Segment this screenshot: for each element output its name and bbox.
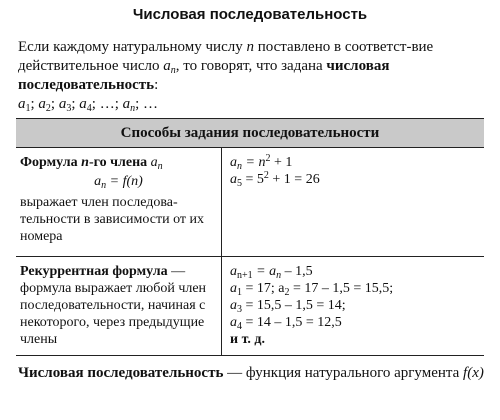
recurrent-example-cell [222,257,484,355]
formula-example-2 [230,171,478,188]
formula-description-cell [16,148,222,256]
rex2-sub: 1 [237,287,242,298]
seq-a3: a [58,96,67,112]
recurrent-description-cell [16,257,222,355]
recurrent-etc: и т. д. [230,332,265,347]
sequence-notation [18,95,158,114]
seq-sep-3: ; [71,96,80,112]
methods-table [16,118,484,356]
conclusion-paragraph [18,364,488,383]
intro-paragraph [18,38,488,95]
ex1-tail: + 1 [270,155,293,170]
seq-sub-3: 3 [66,103,72,114]
conclusion-fx: f(x) [463,365,484,381]
ex1-a: a [230,155,237,170]
seq-dots: … [99,96,115,112]
intro-text-3: , то говорят, что задана [175,58,327,74]
general-formula-sub: n [101,180,107,191]
formula-example-1 [230,154,478,171]
recurrent-example-4 [230,314,478,331]
table-row-formula [16,148,484,256]
seq-sub-n: n [130,103,136,114]
rex1-sub2: n [276,270,282,281]
rex3-a: a [230,298,237,313]
general-formula [20,173,217,190]
recurrent-description: — формула выражает любой член последовательности, начиная с некоторого, через предыдущие члены [20,264,207,347]
intro-colon: : [154,77,159,93]
ex1-sub: n [237,161,242,172]
intro-a-sub: n [170,65,176,76]
seq-sub-1: 1 [25,103,31,114]
intro-text-1: Если каждому натуральному числу [18,39,247,55]
formula-description: выражает член последова-тельности в зависимости от их номера [20,195,204,244]
ex2-a: a [230,172,237,187]
seq-sep-4: ; [91,96,100,112]
rex2-sub2: 2 [284,287,290,298]
rex1-sub: n+1 [237,270,253,281]
seq-a4: a [79,96,87,112]
formula-title-n: n [81,155,89,170]
page-title: Числовая последовательность [132,6,368,23]
recurrent-example-3 [230,297,478,314]
seq-tail: ; … [135,96,159,112]
ex2-sup: 2 [263,170,269,181]
rex1-a: a [230,264,237,279]
general-formula-rest: = f(n) [106,174,143,189]
seq-a2: a [38,96,46,112]
conclusion-rest: — функция натурального аргумента [223,365,464,381]
seq-an: a [122,96,131,112]
formula-title-rest: -го члена [88,155,151,170]
rex2-a: a [230,281,237,296]
formula-example-cell [222,148,484,256]
seq-sep-5: ; [114,96,123,112]
recurrent-example-2 [230,280,478,297]
rex1-rest: = a [252,264,277,279]
recurrent-example-1 [230,263,478,280]
seq-a1: a [18,96,26,112]
formula-title [20,154,217,171]
seq-sub-4: 4 [86,103,92,114]
intro-text-2: поставлено в соответст-вие действительное число [18,39,434,74]
intro-a: a [163,58,171,74]
ex2-rest: = 5 [242,172,264,187]
seq-sep-1: ; [30,96,39,112]
rex4-a: a [230,315,237,330]
conclusion-bold: Числовая последовательность [18,365,224,381]
rex3-tail: = 15,5 – 1,5 = 14; [242,298,346,313]
rex2-rest: = 17; a [242,281,285,296]
table-header: Способы задания последовательности [16,119,484,148]
recurrent-title: Рекуррентная формула [20,264,168,279]
ex1-rest: = n [242,155,266,170]
table-row-recurrent [16,256,484,355]
ex2-tail: + 1 = 26 [268,172,320,187]
formula-title-a: a [150,155,158,170]
intro-bold-term: числовая последовательность [18,58,390,93]
formula-title-sub: n [157,161,163,172]
seq-sub-2: 2 [45,103,51,114]
rex4-sub: 4 [237,321,242,332]
ex1-sup: 2 [265,153,271,164]
rex2-tail: = 17 – 1,5 = 15,5; [289,281,394,296]
seq-sep-2: ; [50,96,59,112]
rex4-tail: = 14 – 1,5 = 12,5 [242,315,342,330]
general-formula-a: a [94,174,102,189]
intro-n: n [246,39,254,55]
formula-title-bold: Формула [20,155,82,170]
ex2-sub: 5 [237,178,242,189]
rex1-tail: – 1,5 [281,264,313,279]
rex3-sub: 3 [237,304,242,315]
